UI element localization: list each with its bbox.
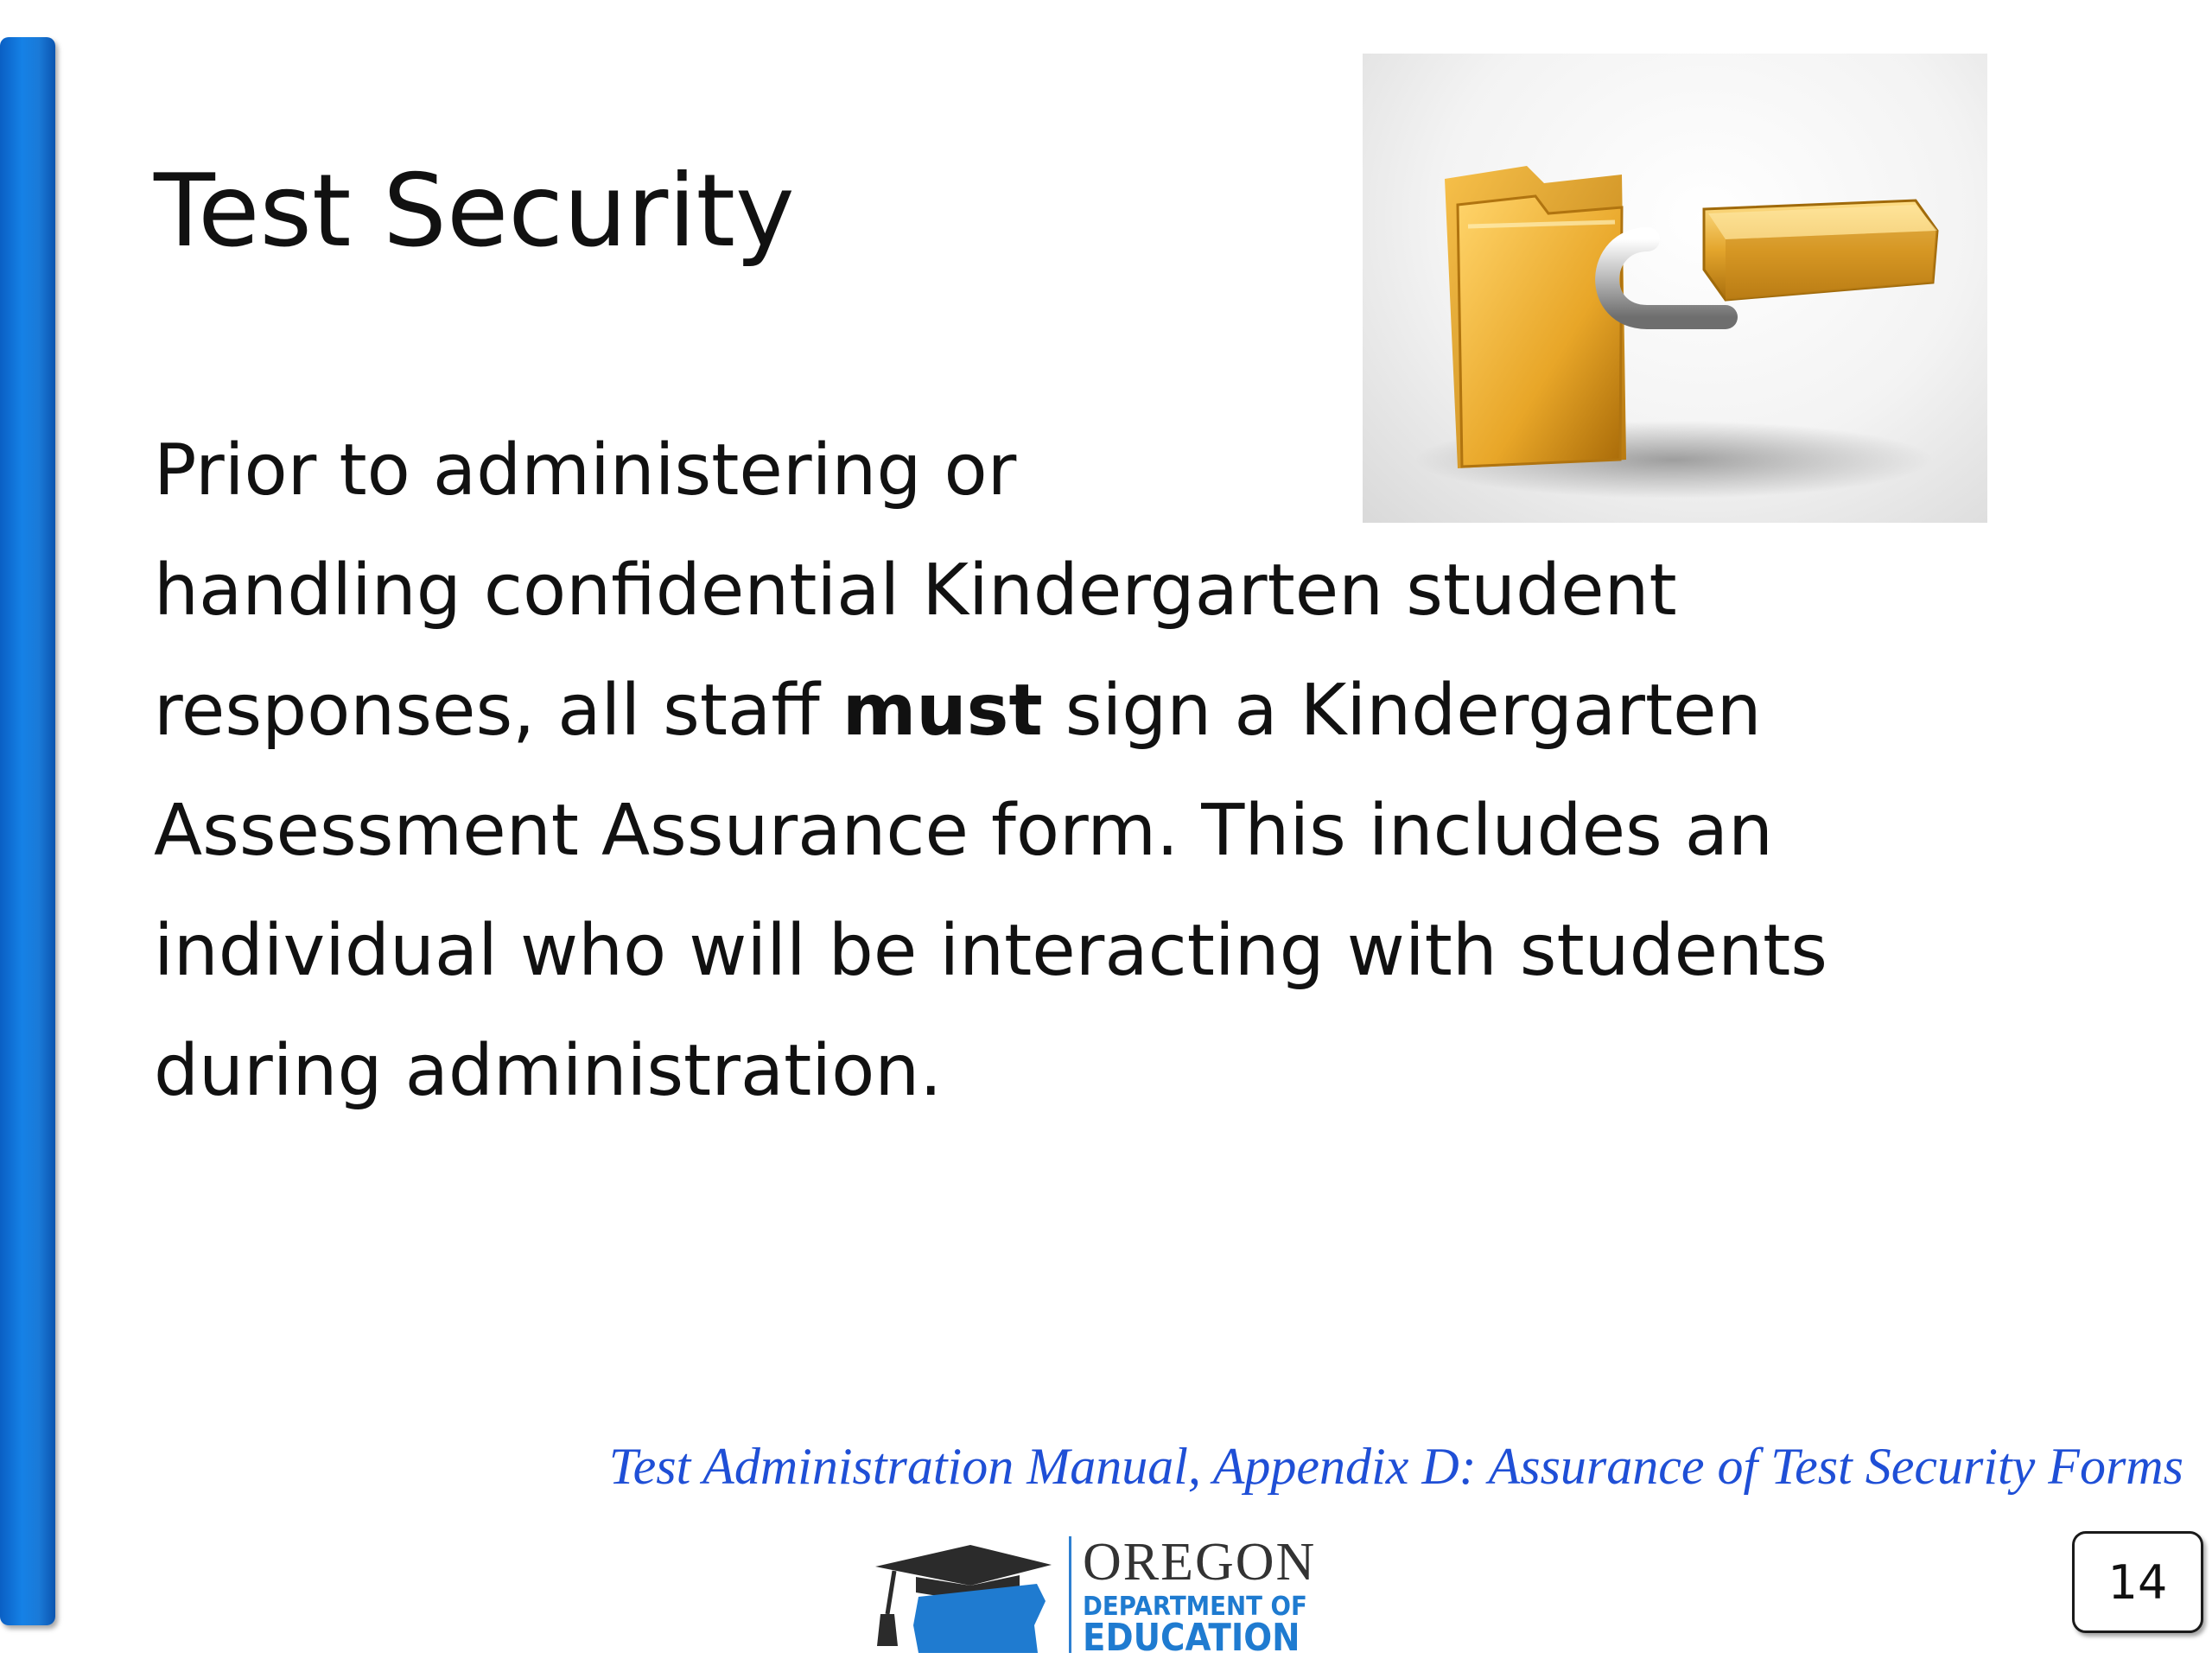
logo-education: EDUCATION	[1083, 1616, 1300, 1659]
body-line-4: Assessment Assurance form. This includes an	[154, 790, 1774, 872]
body-line-5: individual who will be interacting with students	[154, 910, 1827, 992]
body-paragraph	[154, 410, 2176, 1131]
body-line-1: Prior to administering or	[154, 429, 1017, 512]
body-line-3-start: responses, all staff	[154, 670, 842, 752]
oregon-graduation-cap-icon	[868, 1532, 1058, 1657]
slide-title: Test Security	[154, 153, 795, 270]
body-line-3-end: sign a Kindergarten	[1042, 670, 1762, 752]
logo-department-of: DEPARTMENT OF	[1083, 1592, 1307, 1622]
accent-bar	[0, 37, 55, 1625]
body-line-6: during administration.	[154, 1030, 943, 1112]
logo-divider	[1069, 1536, 1071, 1653]
body-line-2: handling confidential Kindergarten student	[154, 550, 1677, 632]
source-citation: Test Administration Manual, Appendix D: Assurance of Test Security Forms	[608, 1438, 2183, 1495]
oregon-department-of-education-logo	[868, 1532, 1318, 1657]
page-number: 14	[2072, 1531, 2203, 1633]
body-emphasis: must	[842, 670, 1043, 752]
logo-oregon: OREGON	[1083, 1533, 1317, 1592]
